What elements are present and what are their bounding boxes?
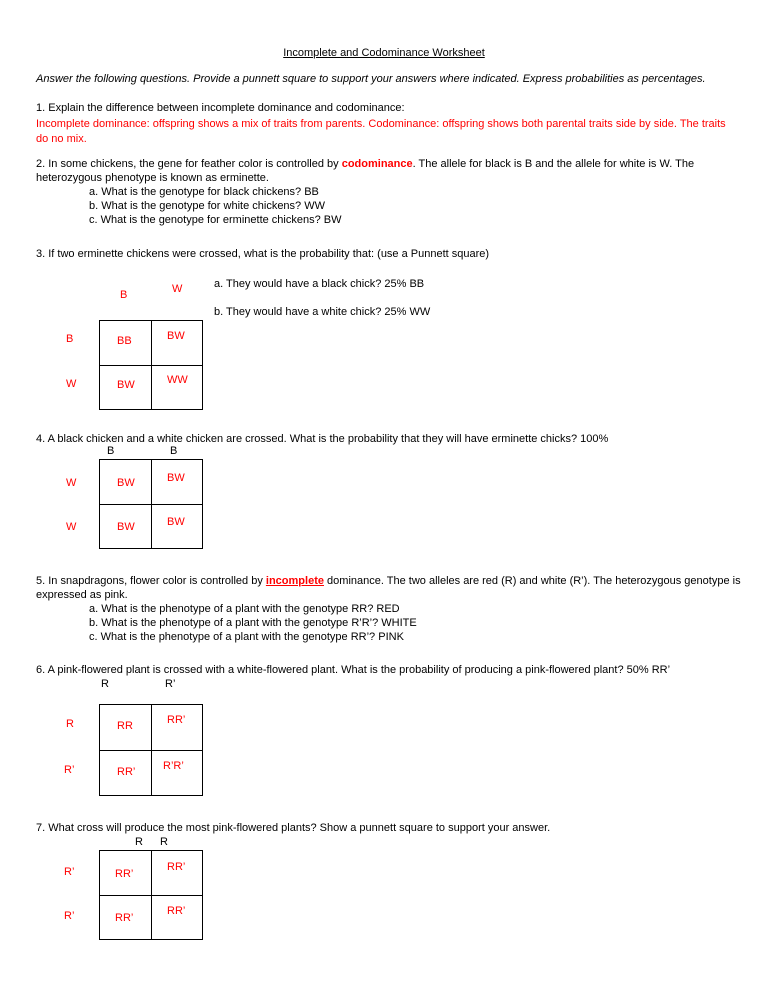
- q7-cell-2: RR’: [167, 861, 186, 873]
- q6-question: 6. A pink-flowered plant is crossed with a white-flowered plant. What is the probability of producing a pink-flowered plant? 50% RR’: [36, 664, 671, 676]
- q2-text-after: . The allele for black is B and the allele for white is W. The: [412, 158, 695, 170]
- q3-side-allele-2: W: [66, 378, 77, 390]
- q4-cell-2: BW: [167, 472, 185, 484]
- q3-side-allele-1: B: [66, 333, 74, 345]
- q1-answer: Incomplete dominance: offspring shows a mix of traits from parents. Codominance: offspring shows both parental traits side by side. The traits do no mix.: [36, 118, 726, 145]
- q5-text-before: 5. In snapdragons, flower color is controlled by: [36, 575, 266, 587]
- q3-top-allele-1: B: [120, 289, 128, 301]
- q6-punnett-square: [99, 704, 203, 796]
- q2-text-before: 2. In some chickens, the gene for feather color is controlled by: [36, 158, 342, 170]
- q6-cell-2: RR’: [167, 714, 186, 726]
- q3-cell-1: BB: [117, 335, 132, 347]
- q6-top-allele-1: R: [101, 678, 109, 690]
- q4-side-allele-2: W: [66, 521, 77, 533]
- q2-a: a. What is the genotype for black chickens? BB: [89, 186, 319, 198]
- q7-top-allele-1: R: [135, 836, 143, 848]
- q7-cell-4: RR’: [167, 905, 186, 917]
- q5-c: c. What is the phenotype of a plant with the genotype RR’? PINK: [89, 631, 404, 643]
- q2-question: [36, 158, 694, 170]
- q2-b: b. What is the genotype for white chickens? WW: [89, 200, 325, 212]
- q2-c: c. What is the genotype for erminette chickens? BW: [89, 214, 342, 226]
- q7-question: 7. What cross will produce the most pink-flowered plants? Show a punnett square to support your answer.: [36, 822, 551, 834]
- q7-top-allele-2: R: [160, 836, 168, 848]
- page-title: Incomplete and Codominance Worksheet: [283, 47, 485, 59]
- q7-cell-3: RR’: [115, 912, 134, 924]
- q5-keyword: incomplete: [265, 575, 324, 587]
- q2-line2: heterozygous phenotype is known as erminette.: [36, 172, 269, 184]
- q2-keyword: codominance: [341, 158, 413, 170]
- q3-answer-a: a. They would have a black chick? 25% BB: [214, 278, 425, 290]
- q5-question: [36, 575, 741, 587]
- q6-side-allele-2: R’: [64, 764, 75, 776]
- q5-line2: expressed as pink.: [36, 589, 128, 601]
- instructions: Answer the following questions. Provide a punnett square to support your answers where indicated. Express probabilities as percentages.: [36, 73, 706, 85]
- q5-text-after: dominance. The two alleles are red (R) and white (R’). The heterozygous genotype is: [323, 575, 741, 587]
- q4-top-allele-1: B: [107, 445, 115, 457]
- q5-a: a. What is the phenotype of a plant with the genotype RR? RED: [89, 603, 400, 615]
- q1-question: 1. Explain the difference between incomplete dominance and codominance:: [36, 102, 405, 114]
- q3-question: 3. If two erminette chickens were crossed, what is the probability that: (use a Punnett square): [36, 248, 490, 260]
- q3-cell-4: WW: [167, 374, 188, 386]
- q3-answer-b: b. They would have a white chick? 25% WW: [214, 306, 431, 318]
- q5-b: b. What is the phenotype of a plant with the genotype R’R’? WHITE: [89, 617, 417, 629]
- q6-cell-3: RR’: [117, 766, 136, 778]
- q4-side-allele-1: W: [66, 477, 77, 489]
- q7-side-allele-2: R’: [64, 910, 75, 922]
- q4-punnett-square: [99, 459, 203, 549]
- q4-cell-1: BW: [117, 477, 135, 489]
- q4-cell-3: BW: [117, 521, 135, 533]
- q3-top-allele-2: W: [172, 283, 183, 295]
- q4-question: 4. A black chicken and a white chicken are crossed. What is the probability that they will have erminette chicks? 100%: [36, 433, 609, 445]
- q4-top-allele-2: B: [170, 445, 178, 457]
- q7-side-allele-1: R’: [64, 866, 75, 878]
- q7-cell-1: RR’: [115, 868, 134, 880]
- q3-punnett-square: [99, 320, 203, 410]
- q3-cell-2: BW: [167, 330, 185, 342]
- q6-cell-4: R’R’: [163, 760, 184, 772]
- q6-side-allele-1: R: [66, 718, 74, 730]
- q6-top-allele-2: R’: [165, 678, 176, 690]
- q7-punnett-square: [99, 850, 203, 940]
- q3-cell-3: BW: [117, 379, 135, 391]
- q4-cell-4: BW: [167, 516, 185, 528]
- q6-cell-1: RR: [117, 720, 133, 732]
